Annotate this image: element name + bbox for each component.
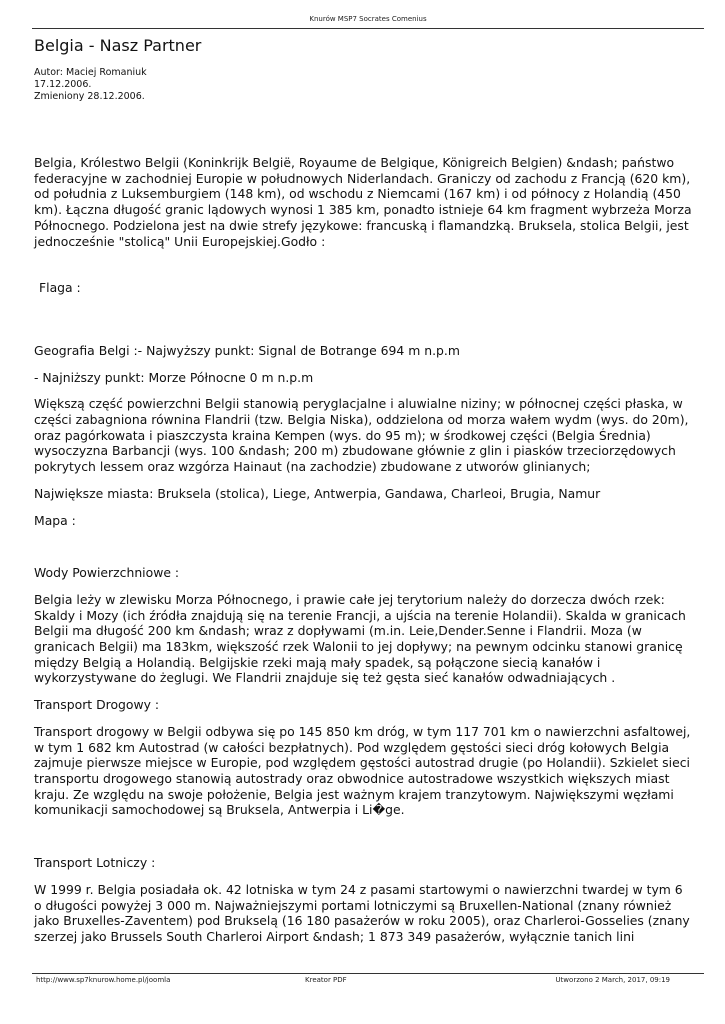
surface-waters-text: Belgia leży w zlewisku Morza Północnego, i prawie całe jej terytorium należy do dorzecza dwóch rzek: Skaldy i Mozy (ich źródła znajdują się na terenie Francji, a ujścia na terenie Holandii). Skalda w granicach Belgii ma długość 200 km &ndash; wraz z dopływami (m.in. Leie,Dender.Senne i Flandrii. Moza (w granicach Belgii) ma 183km, większość rzek Walonii to jej dopływy; na pewnym odcinku stanowi granicę między Belgią a Holandią. Belgijskie rzeki mają mały spadek, są połączone siecią kanałów i wykorzystywane do żeglugi. We Flandrii znajduje się też gęsta sieć kanałów odwadniających . xyxy=(34,591,686,686)
article-created-date: 17.12.2006. xyxy=(34,79,92,90)
air-transport-text: W 1999 r. Belgia posiadała ok. 42 lotniska w tym 24 z pasami startowymi o nawierzchni twardej w tym 6 o długości powyżej 3 000 m. Najważniejszymi portami lotniczymi są Bruxellen-National (znany również jako Bruxelles-Zaventem) pod Brukselą (16 180 pasażerów w roku 2005), oraz Charleroi-Gosselies (znany szerzej jako Brussels South Charleroi Airport &ndash; 1 873 349 pasażerów, wyłącznie tanich lini xyxy=(34,881,690,944)
article-title: Belgia - Nasz Partner xyxy=(34,36,202,55)
air-transport-heading: Transport Lotniczy : xyxy=(34,855,156,871)
article-body xyxy=(34,155,694,945)
geography-description: Większą część powierzchni Belgii stanowią peryglacjalne i aluwialne niziny; w północnej części płaska, w części zabagniona równina Flandrii (tzw. Belgia Niska), oddzielona od morza wałem wydm (wys. do 20m), oraz pagórkowata i piaszczysta kraina Kempen (wys. do 95 m); w środkowej części (Belgia Średnia) wysoczyzna Barbancji (wys. 100 &ndash; 200 m) zbudowane głównie z glin i piasków trzeciorzędowych pokrytych lessem oraz wzgórza Hainaut (na zachodzie) zbudowane z utworów glinianych; xyxy=(34,396,689,475)
road-transport-text: Transport drogowy w Belgii odbywa się po 145 850 km dróg, w tym 117 701 km o nawierzchni asfaltowej, w tym 1 682 km Autostrad (w całości bezpłatnych). Pod względem gęstości sieci dróg kołowych Belgia zajmuje pierwsze miejsce w Europie, pod względem gęstości autostrad drugie (po Holandii). Szkielet sieci transportu drogowego stanowią autostrady oraz obwodnice autostradowe wszystkich większych miast kraju. Ze względu na swoje położenie, Belgia jest ważnym krajem tranzytowym. Największymi węzłami komunikacji samochodowej są Bruksela, Antwerpia i Li�ge. xyxy=(34,723,691,818)
footer-created-timestamp: Utworzono 2 March, 2017, 09:19 xyxy=(555,976,670,984)
page-header: Knurów MSP7 Socrates Comenius xyxy=(309,15,427,23)
article-author: Autor: Maciej Romaniuk xyxy=(34,67,147,78)
header-divider xyxy=(32,28,704,29)
road-transport-heading: Transport Drogowy : xyxy=(34,697,160,713)
footer-generator: Kreator PDF xyxy=(305,976,347,984)
largest-cities: Największe miasta: Bruksela (stolica), Liege, Antwerpia, Gandawa, Charleoi, Brugia, Namur xyxy=(34,485,601,501)
map-label: Mapa : xyxy=(34,512,76,528)
geography-lowest-point: - Najniższy punkt: Morze Północne 0 m n.p.m xyxy=(34,369,314,385)
article-meta xyxy=(34,67,147,103)
intro-paragraph: Belgia, Królestwo Belgii (Koninkrijk België, Royaume de Belgique, Königreich Belgien) &ndash; państwo federacyjne w zachodniej Europie w połudnowych Niderlandach. Graniczy od zachodu z Francją (620 km), od południa z Luksemburgiem (148 km), od wschodu z Niemcami (167 km) i od północy z Holandią (450 km). Łączna długość granic lądowych wynosi 1 385 km, ponadto istnieje 64 km fragment wybrzeża Morza Północnego. Podzielona jest na dwie strefy językowe: francuską i flamandzką. Bruksela, stolica Belgii, jest jednocześnie "stolicą" Unii Europejskiej.Godło : xyxy=(34,155,692,249)
geography-highest-point: Geografia Belgi :- Najwyższy punkt: Signal de Botrange 694 m n.p.m xyxy=(34,342,460,358)
surface-waters-heading: Wody Powierzchniowe : xyxy=(34,565,180,581)
article-modified-date: Zmieniony 28.12.2006. xyxy=(34,91,145,102)
footer-url-link[interactable]: http://www.sp7knurow.home.pl/joomla xyxy=(36,976,171,984)
flag-label: Flaga : xyxy=(39,280,81,296)
footer-divider xyxy=(32,973,704,974)
